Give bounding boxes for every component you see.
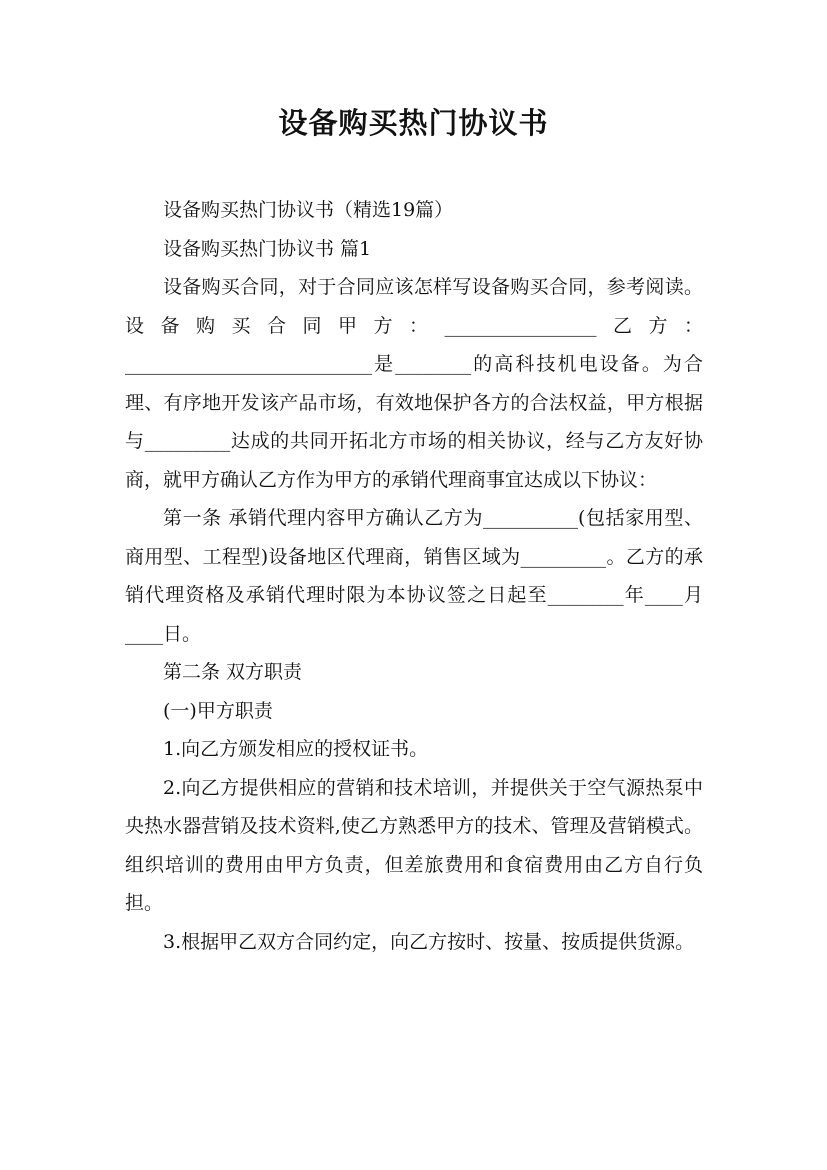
paragraph-article-1: 第一条 承销代理内容甲方确认乙方为__________(包括家用型、商用型、工程型)设备地区代理商，销售区域为_________。乙方的承销代理资格及承销代理时限为本协议签之日起至________年____月____日。 [125,507,703,645]
paragraph-intro: 设备购买合同，对于合同应该怎样写设备购买合同，参考阅读。设备购买合同甲方：________________乙方：__________________________是________的高科技机电设备。为合理、有序地开发该产品市场，有效地保护各方的合法权益，甲方根据与_________达成的共同开拓北方市场的相关协议，经与乙方友好协商，就甲方确认乙方作为甲方的承销代理商事宜达成以下协议： [125,276,703,491]
paragraph-duty-1: 1.向乙方颁发相应的授权证书。 [163,738,429,760]
paragraph-section-heading: 设备购买热门协议书 篇1 [163,237,372,260]
document-body [125,191,703,961]
paragraph-duty-2: 2.向乙方提供相应的营销和技术培训，并提供关于空气源热泵中央热水器营销及技术资料,使乙方熟悉甲方的技术、管理及营销模式。组织培训的费用由甲方负责，但差旅费用和食宿费用由乙方自行负担。 [125,776,703,914]
paragraph-subtitle: 设备购买热门协议书（精选19篇） [163,199,454,221]
paragraph-party-a-duties-heading: (一)甲方职责 [163,699,273,722]
paragraph-duty-3: 3.根据甲乙双方合同约定，向乙方按时、按量、按质提供货源。 [163,930,695,953]
paragraph-article-2-heading: 第二条 双方职责 [163,661,303,683]
document-title: 设备购买热门协议书 [278,106,549,140]
